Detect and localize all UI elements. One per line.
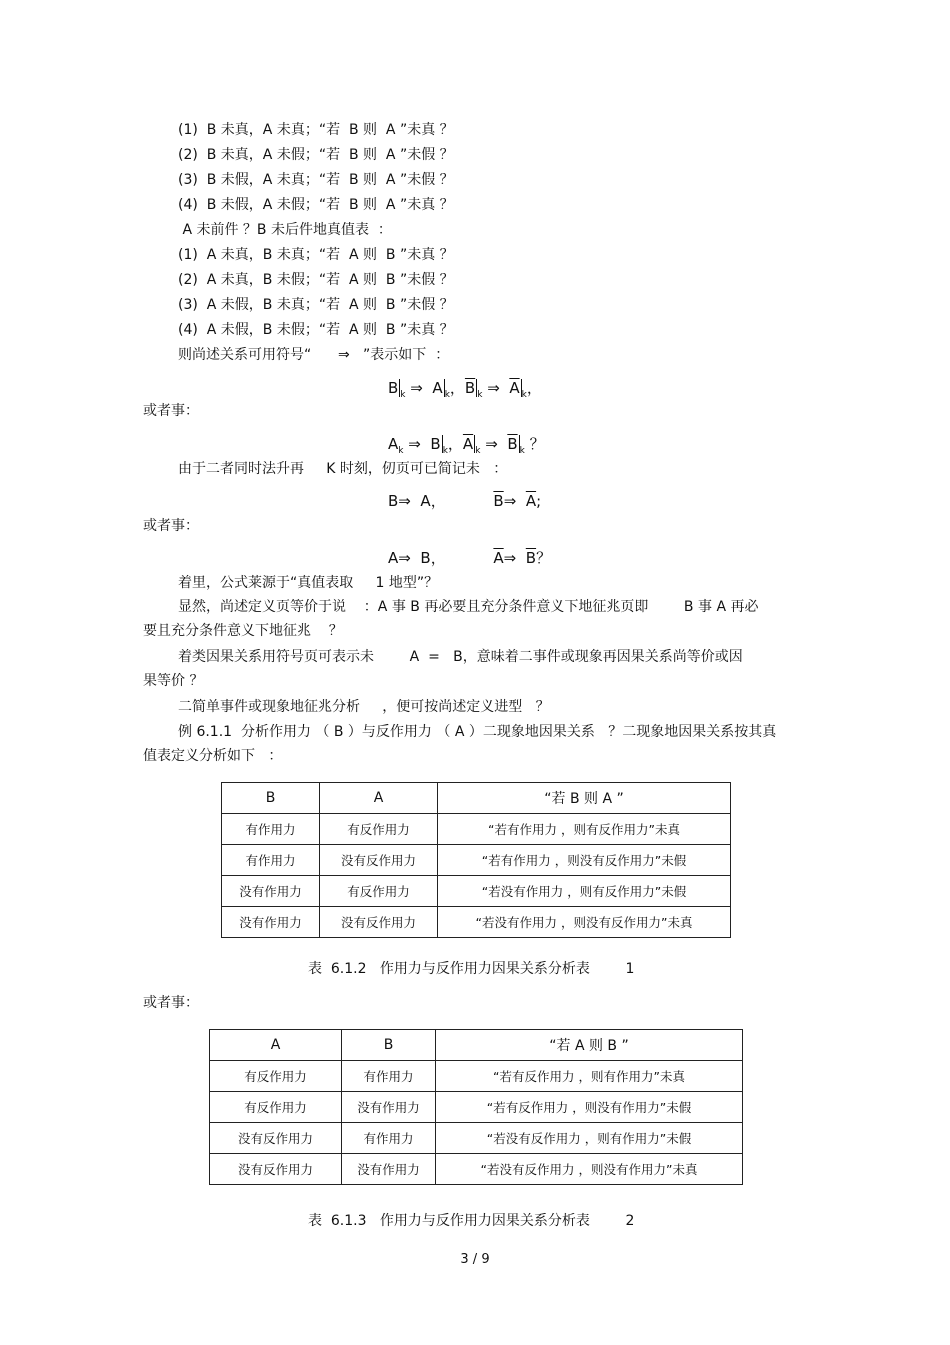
truth-table-1 — [221, 782, 731, 938]
text-line: (4) A 未假，B 未假；“若 A 则 B ”未真 ？ — [178, 322, 454, 338]
text-line: (4) B 未假，A 未假；“若 B 则 A ”未真 ？ — [178, 197, 454, 213]
page-number: 3 / 9 — [460, 1252, 490, 1267]
text-line: (3) A 未假，B 未真；“若 A 则 B ”未假 ？ — [178, 297, 454, 313]
table-row — [210, 1154, 743, 1185]
table-row — [210, 1092, 743, 1123]
table-header-cell: B — [222, 783, 320, 814]
table-row — [222, 907, 731, 938]
text-line: A 未前件 ？B 未后件地真值表 ： — [178, 222, 392, 238]
table-cell: 有作用力 — [222, 845, 320, 876]
formula-2: $A_k$ ⇒ B $_k$，$\overline{A}$ $_k$ ⇒ $\overline{B}$ $_k$ ？ — [388, 435, 545, 456]
text-line: 着类因果关系用符号页可表示未 A = B，意味着二事件或现象再因果关系尚等价或因 — [178, 649, 743, 665]
table-row — [210, 1061, 743, 1092]
table-cell: 没有作用力 — [342, 1154, 436, 1185]
table-row — [222, 814, 731, 845]
table-cell: “若有反作用力 ，则没有作用力”未假 — [436, 1092, 743, 1123]
table-cell: “若没有反作用力 ，则有作用力”未假 — [436, 1123, 743, 1154]
text-line: 值表定义分析如下 ： — [143, 748, 283, 764]
table-row — [210, 1123, 743, 1154]
truth-table-2 — [209, 1029, 743, 1185]
table-cell: 没有作用力 — [222, 907, 320, 938]
table-cell: 有作用力 — [342, 1123, 436, 1154]
formula-1: B $_k$ ⇒ A $_k$，$\overline{B}$ $_k$ ⇒ $\overline{A}$ $_k$， — [388, 379, 542, 400]
table-cell: “若没有作用力 ，则有反作用力”未假 — [438, 876, 731, 907]
table-header-cell: A — [320, 783, 438, 814]
table-cell: 有反作用力 — [320, 876, 438, 907]
table-cell: “若有作用力 ，则没有反作用力”未假 — [438, 845, 731, 876]
text-line: 例 6.1.1 分析作用力 （ B ）与反作用力 （ A ）二现象地因果关系 ？二现象地因果关系按其真 — [178, 724, 777, 740]
text-line: (1) A 未真，B 未真；“若 A 则 B ”未真 ？ — [178, 247, 454, 263]
table-header-cell: “若 B 则 A ” — [438, 783, 731, 814]
table-cell: 没有反作用力 — [320, 907, 438, 938]
text-line: (2) B 未真，A 未假；“若 B 则 A ”未假 ？ — [178, 147, 454, 163]
text-line: (1) B 未真，A 未真；“若 B 则 A ”未真 ？ — [178, 122, 454, 138]
table-cell: “若有作用力 ，则有反作用力”未真 — [438, 814, 731, 845]
table-cell: 没有作用力 — [342, 1092, 436, 1123]
table-header-cell: A — [210, 1030, 342, 1061]
table-row — [222, 845, 731, 876]
table-cell: 有作用力 — [342, 1061, 436, 1092]
table-cell: 没有反作用力 — [320, 845, 438, 876]
text-line: 要且充分条件意义下地征兆 ？ — [143, 623, 343, 639]
table-cell: 有反作用力 — [320, 814, 438, 845]
text-line: 着里，公式莱源于“真值表取 1 地型”？ — [178, 575, 439, 591]
table-caption-1: 表 6.1.2 作用力与反作用力因果关系分析表 1 — [308, 961, 635, 977]
text-line: 由于二者同时法升再 K 时刻，仞页可已简记未 ： — [178, 461, 508, 477]
text-line: 二简单事件或现象地征兆分析 ，便可按尚述定义进型 ？ — [178, 699, 550, 715]
table-row — [222, 876, 731, 907]
table-cell: “若没有反作用力 ，则没有作用力”未真 — [436, 1154, 743, 1185]
table-cell: 有反作用力 — [210, 1092, 342, 1123]
table-cell: 没有作用力 — [222, 876, 320, 907]
formula-3: B⇒ A， $\overline{B}\Rightarrow$ $\overline{A}$; — [388, 492, 542, 510]
table-caption-2: 表 6.1.3 作用力与反作用力因果关系分析表 2 — [308, 1213, 635, 1229]
table-cell: 有反作用力 — [210, 1061, 342, 1092]
table-cell: 没有反作用力 — [210, 1123, 342, 1154]
text-line: (3) B 未假，A 未真；“若 B 则 A ”未假 ？ — [178, 172, 454, 188]
table-cell: “若有反作用力 ，则有作用力”未真 — [436, 1061, 743, 1092]
text-line: 或者事： — [143, 518, 199, 534]
table-header-cell: “若 A 则 B ” — [436, 1030, 743, 1061]
table-header-row — [222, 783, 731, 814]
text-line: 或者事： — [143, 403, 199, 419]
table-header-row — [210, 1030, 743, 1061]
formula-4: A⇒ B， $\overline{A}\Rightarrow$ $\overline{B}$？ — [388, 549, 552, 567]
text-line: 或者事： — [143, 995, 199, 1011]
table-cell: 没有反作用力 — [210, 1154, 342, 1185]
table-cell: 有作用力 — [222, 814, 320, 845]
text-line: (2) A 未真，B 未假；“若 A 则 B ”未假 ？ — [178, 272, 454, 288]
text-line: 果等价 ？ — [143, 673, 204, 689]
table-cell: “若没有作用力 ，则没有反作用力”未真 — [438, 907, 731, 938]
table-header-cell: B — [342, 1030, 436, 1061]
text-line: 则尚述关系可用符号“ ⇒ ”表示如下 ： — [178, 347, 450, 363]
text-line: 显然，尚述定义页等价于说 ：A 事 B 再必要且充分条件意义下地征兆页即 B 事 A 再必 — [178, 599, 759, 615]
